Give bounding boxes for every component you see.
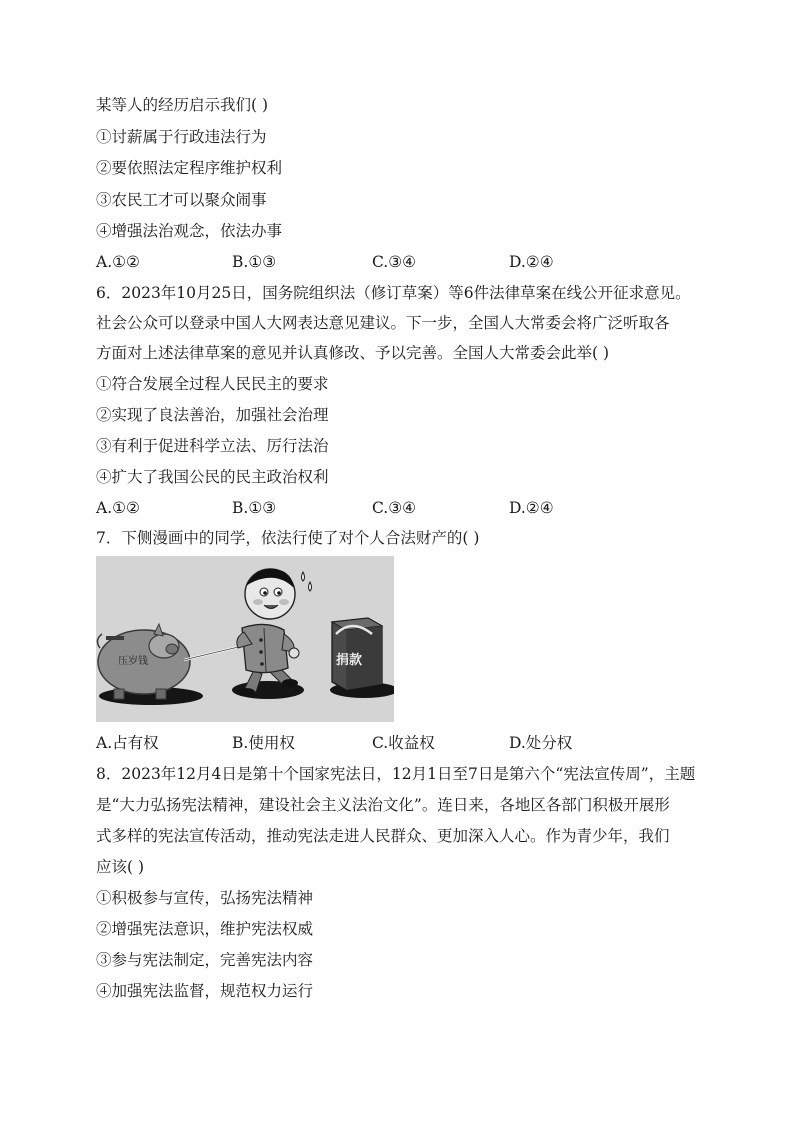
comic-illustration [96, 556, 394, 722]
q5-item-1: ①讨薪属于行政违法行为 [96, 128, 267, 146]
q6-stem-line-1: 6．2023年10月25日，国务院组织法（修订草案）等6件法律草案在线公开征求意见。 [96, 284, 691, 302]
q8-stem-line-3: 式多样的宪法宣传活动，推动宪法走进人民群众、更加深入人心。作为青少年，我们 [96, 827, 670, 845]
donation-box-icon [332, 618, 382, 690]
q5-item-3: ③农民工才可以聚众闹事 [96, 191, 267, 209]
q8-item-3: ③参与宪法制定，完善宪法内容 [96, 951, 314, 969]
q8-stem-line-1: 8．2023年12月4日是第十个国家宪法日，12月1日至7日是第六个“宪法宣传周”，主题 [96, 765, 696, 783]
q5-stem-tail: 某等人的经历启示我们( ) [96, 96, 269, 114]
q8-item-2: ②增强宪法意识，维护宪法权威 [96, 920, 314, 938]
q5-option-d[interactable]: D.②④ [509, 253, 554, 271]
q7-option-d[interactable]: D.处分权 [509, 734, 573, 752]
q5-option-c[interactable]: C.③④ [372, 253, 417, 271]
q5-option-b[interactable]: B.①③ [232, 253, 277, 271]
q6-option-d[interactable]: D.②④ [509, 499, 554, 517]
q6-stem-line-3: 方面对上述法律草案的意见并认真修改、予以完善。全国人大常委会此举( ) [96, 344, 610, 362]
q5-option-a[interactable]: A.①② [96, 253, 140, 271]
q7-option-b[interactable]: B.使用权 [232, 734, 295, 752]
q6-item-3: ③有利于促进科学立法、厉行法治 [96, 437, 329, 455]
q6-item-1: ①符合发展全过程人民民主的要求 [96, 375, 329, 393]
q6-item-4: ④扩大了我国公民的民主政治权利 [96, 468, 329, 486]
q6-option-a[interactable]: A.①② [96, 499, 140, 517]
q6-item-2: ②实现了良法善治，加强社会治理 [96, 406, 329, 424]
q6-option-b[interactable]: B.①③ [232, 499, 277, 517]
q8-item-4: ④加强宪法监督，规范权力运行 [96, 982, 314, 1000]
q6-option-c[interactable]: C.③④ [372, 499, 417, 517]
q8-item-1: ①积极参与宣传，弘扬宪法精神 [96, 889, 314, 907]
q7-option-a[interactable]: A.占有权 [96, 734, 159, 752]
q8-stem-line-2: 是“大力弘扬宪法精神，建设社会主义法治文化”。连日来，各地区各部门积极开展形 [96, 796, 670, 814]
q5-item-4: ④增强法治观念，依法办事 [96, 222, 283, 240]
q7-option-c[interactable]: C.收益权 [372, 734, 435, 752]
q8-stem-line-4: 应该( ) [96, 858, 145, 876]
q7-stem: 7．下侧漫画中的同学，依法行使了对个人合法财产的( ) [96, 529, 480, 547]
piggy-bank-label: 压岁钱 [118, 656, 148, 667]
q5-item-2: ②要依照法定程序维护权利 [96, 159, 283, 177]
q6-stem-line-2: 社会公众可以登录中国人大网表达意见建议。下一步，全国人大常委会将广泛听取各 [96, 314, 670, 332]
donation-box-label: 捐款 [336, 653, 363, 668]
